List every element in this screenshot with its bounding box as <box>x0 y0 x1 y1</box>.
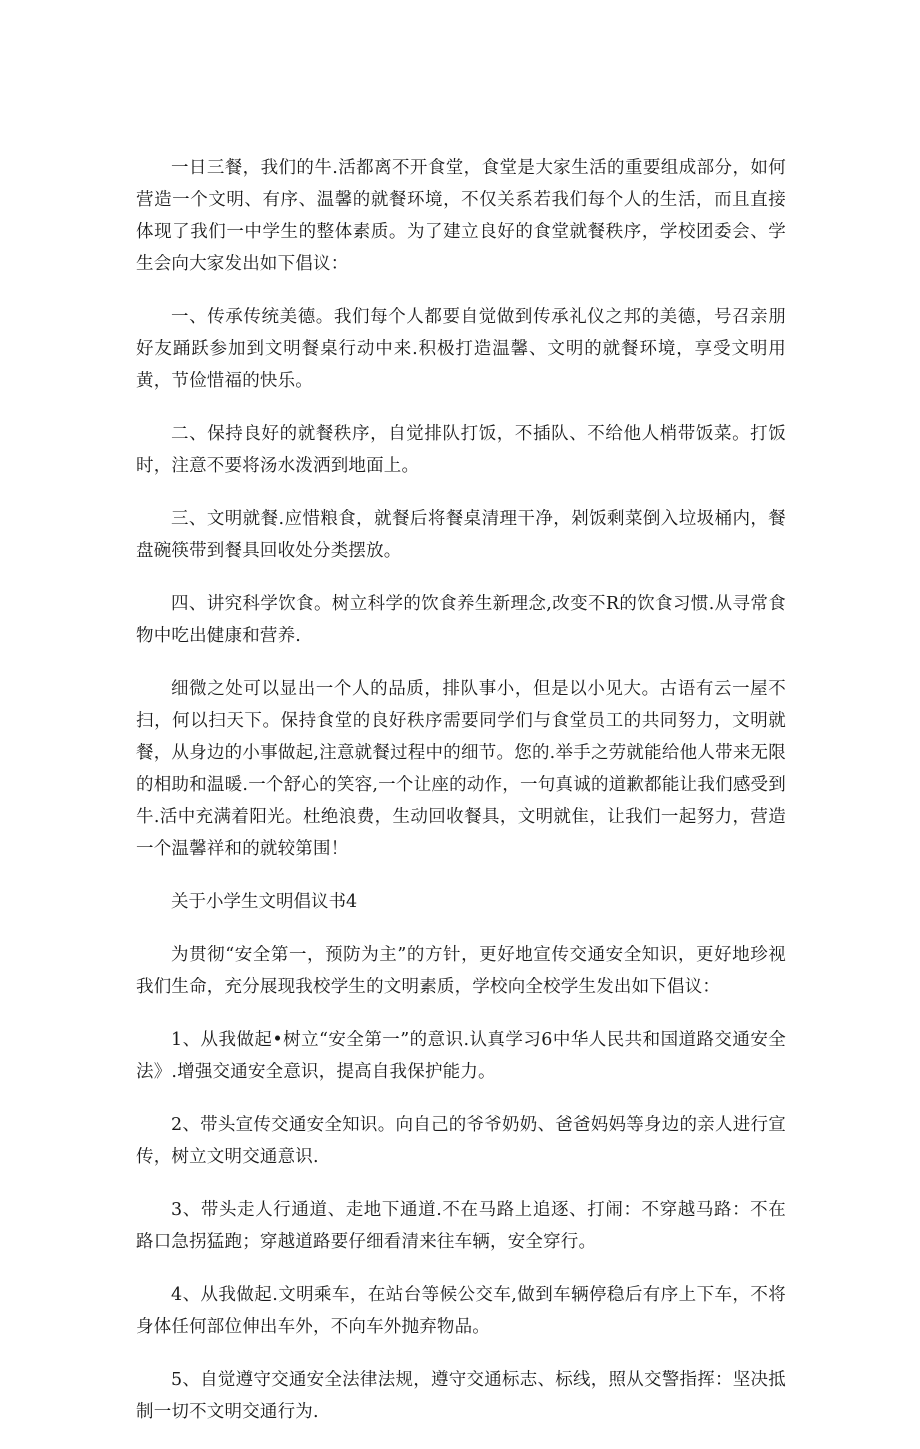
paragraph-intro: 一日三餐，我们的牛.活都离不开食堂，食堂是大家生活的重要组成部分，如何营造一个文明、有序、温馨的就餐环境，不仅关系若我们每个人的生活，而且直接体现了我们一中学生的整体素质。为了建立良好的食堂就餐秩序，学校团委会、学生会向大家发出如下倡议： <box>136 158 786 274</box>
paragraph-safety-4: 4、从我做起.文明乘车，在站台等候公交车,做到车辆停稳后有序上下车，不将身体任何部位伸出车外，不向车外抛弃物品。 <box>136 1285 786 1337</box>
paragraph-item-1: 一、传承传统美德。我们每个人都要自觉做到传承礼仪之邦的美德，号召亲朋好友踊跃参加到文明餐桌行动中来.积极打造温馨、文明的就餐环境，享受文明用黄，节俭惜福的快乐。 <box>136 307 786 391</box>
paragraph-safety-2: 2、带头宣传交通安全知识。向自己的爷爷奶奶、爸爸妈妈等身边的亲人进行宣传，树立文明交通意识. <box>136 1115 786 1167</box>
paragraph-safety-3: 3、带头走人行通道、走地下通道.不在马路上追逐、打闹：不穿越马路：不在路口急拐猛跑；穿越道路要仔细看清来往车辆，安全穿行。 <box>136 1200 786 1252</box>
section-title: 关于小学生文明倡议书4 <box>171 892 358 912</box>
paragraph-item-3: 三、文明就餐.应惜粮食，就餐后将餐桌清理干净，剁饭剩菜倒入垃圾桶内，餐盘碗筷带到餐具回收处分类摆放。 <box>136 509 786 561</box>
document-body <box>136 152 786 1449</box>
paragraph-safety-5: 5、自觉遵守交通安全法律法规，遵守交通标志、标线，照从交警指挥：坚决抵制一切不文明交通行为. <box>136 1370 786 1422</box>
paragraph-safety-1: 1、从我做起•树立“安全第一”的意识.认真学习6中华人民共和国道路交通安全法》.增强交通安全意识，提高自我保护能力。 <box>136 1030 786 1082</box>
paragraph-item-4: 四、讲究科学饮食。树立科学的饮食养生新理念,改变不R的饮食习惯.从寻常食物中吃出健康和营养. <box>136 594 786 646</box>
paragraph-closing: 细微之处可以显出一个人的品质，排队事小，但是以小见大。古语有云一屋不扫，何以扫天下。保持食堂的良好秩序需要同学们与食堂员工的共同努力，文明就餐，从身边的小事做起,注意就餐过程中的细节。您的.举手之劳就能给他人带来无限的相助和温暖.一个舒心的笑容,一个让座的动作，一句真诚的道歉都能让我们感受到牛.活中充满着阳光。杜绝浪费，生动回收餐具，文明就隹，让我们一起努力，营造一个温馨祥和的就较第围！ <box>136 679 786 859</box>
paragraph-item-2: 二、保持良好的就餐秩序，自觉排队打饭，不插队、不给他人梢带饭菜。打饭时，注意不要将汤水泼洒到地面上。 <box>136 424 786 476</box>
paragraph-safety-intro: 为贯彻“安全第一，预防为主”的方针，更好地宣传交通安全知识，更好地珍视我们生命，充分展现我校学生的文明素质，学校向全校学生发出如下倡议： <box>136 945 786 997</box>
